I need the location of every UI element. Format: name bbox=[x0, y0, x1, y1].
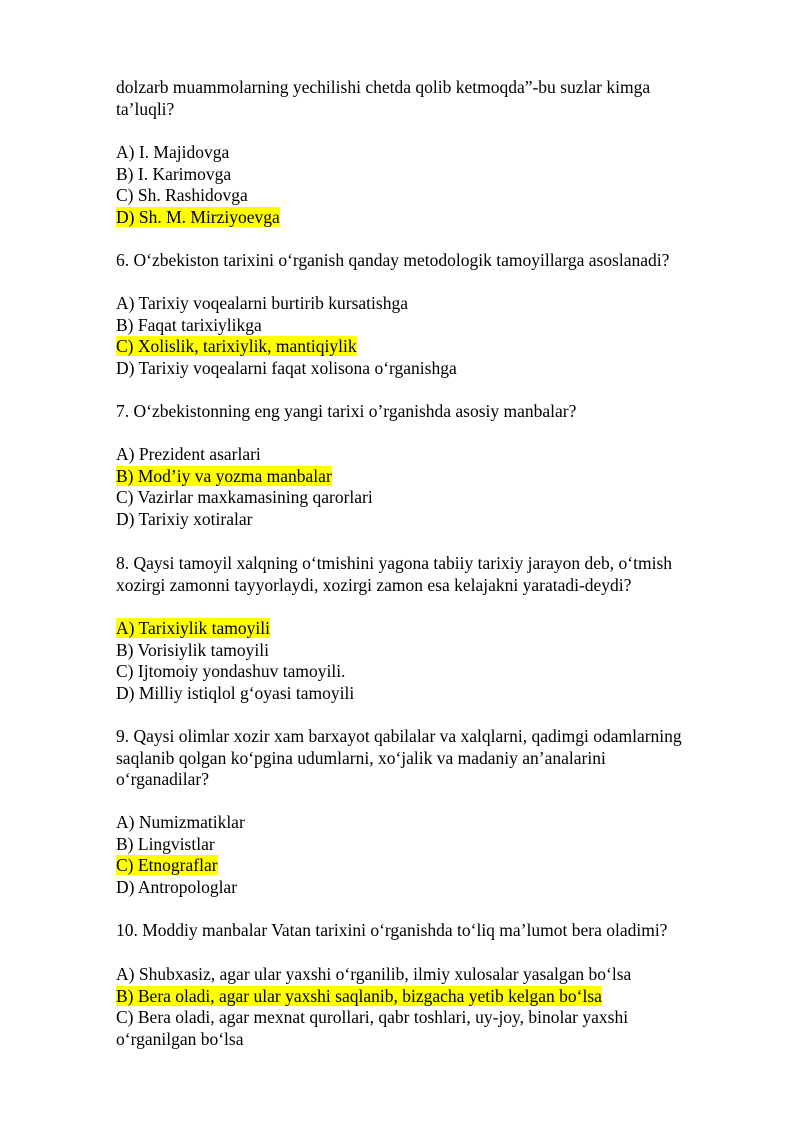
question-8-options bbox=[116, 618, 736, 705]
option-b: B) I. Karimovga bbox=[116, 163, 232, 184]
option-c: C) Ijtomoiy yondashuv tamoyili. bbox=[116, 661, 346, 682]
question-7 bbox=[116, 401, 736, 423]
question-text-line: xozirgi zamonni tayyorlaydi, xozirgi zamon esa kelajakni yaratadi-deydi? bbox=[116, 574, 632, 595]
option-a: A) Tarixiy voqealarni burtirib kursatishga bbox=[116, 293, 408, 313]
question-text-line: dolzarb muammolarning yechilishi chetda qolib ketmoqda”-bu suzlar kimga bbox=[116, 77, 651, 97]
question-text-line: o‘rganadilar? bbox=[116, 769, 209, 790]
question-7-options bbox=[116, 444, 736, 531]
option-d-correct bbox=[116, 207, 736, 229]
question-6 bbox=[116, 250, 736, 272]
option-a: A) I. Majidovga bbox=[116, 142, 230, 162]
answer-highlight: B) Bera oladi, agar ular yaxshi saqlanib, bizgacha yetib kelgan bo‘lsa bbox=[116, 985, 602, 1006]
option-c: C) Sh. Rashidovga bbox=[116, 185, 248, 206]
option-a: A) Prezident asarlari bbox=[116, 444, 261, 464]
question-5-options bbox=[116, 142, 736, 229]
option-c: C) Vazirlar maxkamasining qarorlari bbox=[116, 487, 373, 508]
question-9-options bbox=[116, 812, 736, 899]
question-text-line: 10. Moddiy manbalar Vatan tarixini o‘rganishda to‘liq ma’lumot bera oladimi? bbox=[116, 920, 668, 940]
option-d: D) Tarixiy xotiralar bbox=[116, 509, 253, 530]
question-text-line: saqlanib qolgan ko‘pgina udumlarni, xo‘jalik va madaniy an’analarini bbox=[116, 747, 606, 768]
option-d: D) Tarixiy voqealarni faqat xolisona o‘rganishga bbox=[116, 358, 457, 379]
question-10-options bbox=[116, 964, 736, 1051]
answer-highlight: C) Etnograflar bbox=[116, 855, 218, 876]
option-c-correct bbox=[116, 336, 736, 358]
question-text-line: 9. Qaysi olimlar xozir xam barxayot qabilalar va xalqlarni, qadimgi odamlarning bbox=[116, 726, 682, 746]
question-9 bbox=[116, 726, 736, 791]
option-b: B) Vorisiylik tamoyili bbox=[116, 639, 269, 660]
option-a-correct bbox=[116, 618, 736, 640]
option-d: D) Antropologlar bbox=[116, 877, 238, 898]
question-10 bbox=[116, 920, 736, 942]
option-b-correct bbox=[116, 986, 736, 1008]
question-5-continuation bbox=[116, 77, 736, 120]
option-b: B) Faqat tarixiylikga bbox=[116, 314, 262, 335]
question-text-line: 7. O‘zbekistonning eng yangi tarixi o’rganishda asosiy manbalar? bbox=[116, 401, 577, 421]
question-text-line: ta’luqli? bbox=[116, 98, 175, 119]
question-text-line: 8. Qaysi tamoyil xalqning o‘tmishini yagona tabiiy tarixiy jarayon deb, o‘tmish bbox=[116, 553, 673, 573]
option-c: C) Bera oladi, agar mexnat qurollari, qabr toshlari, uy-joy, binolar yaxshi bbox=[116, 1007, 629, 1028]
option-c-correct bbox=[116, 855, 736, 877]
option-d: D) Milliy istiqlol g‘oyasi tamoyili bbox=[116, 683, 355, 704]
answer-highlight: C) Xolislik, tarixiylik, mantiqiylik bbox=[116, 336, 357, 357]
answer-highlight: B) Mod’iy va yozma manbalar bbox=[116, 465, 332, 486]
option-b: B) Lingvistlar bbox=[116, 833, 215, 854]
answer-highlight: A) Tarixiylik tamoyili bbox=[116, 618, 270, 638]
question-6-options bbox=[116, 293, 736, 380]
option-b-correct bbox=[116, 466, 736, 488]
question-8 bbox=[116, 553, 736, 596]
option-c-continuation: o‘rganilgan bo‘lsa bbox=[116, 1029, 244, 1050]
answer-highlight: D) Sh. M. Mirziyoevga bbox=[116, 207, 280, 228]
option-a: A) Numizmatiklar bbox=[116, 812, 245, 832]
option-a: A) Shubxasiz, agar ular yaxshi o‘rganilib, ilmiy xulosalar yasalgan bo‘lsa bbox=[116, 964, 632, 984]
question-text-line: 6. O‘zbekiston tarixini o‘rganish qanday metodologik tamoyillarga asoslanadi? bbox=[116, 250, 670, 270]
